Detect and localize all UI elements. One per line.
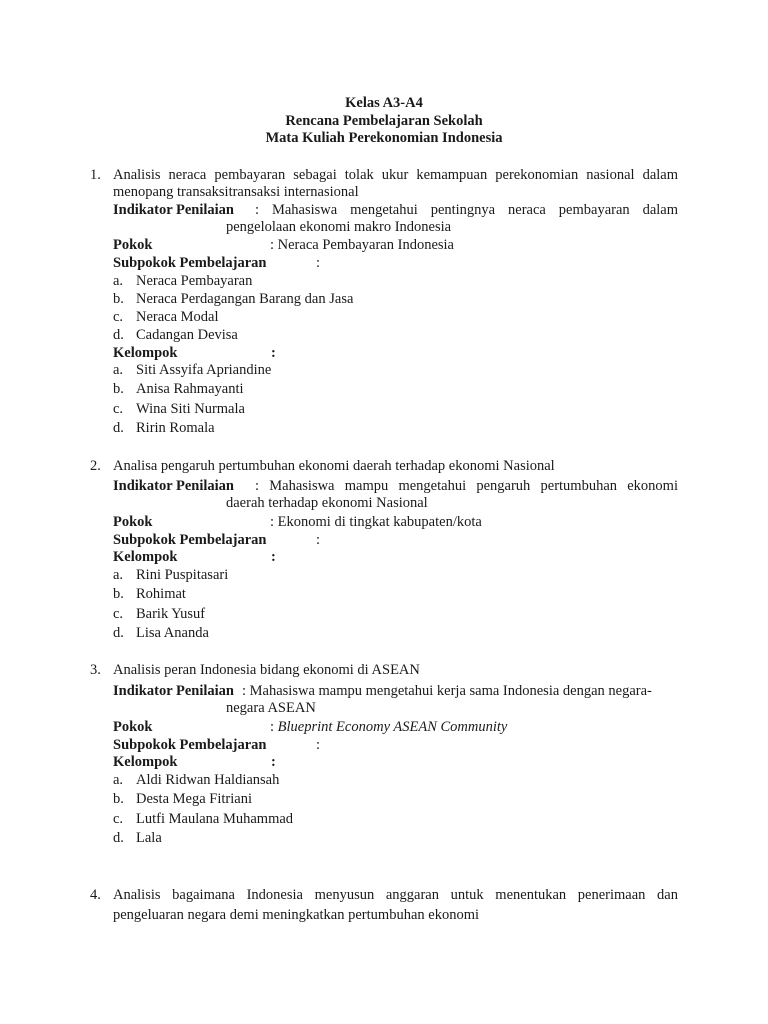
section-1-indikator-line1: : Mahasiswa mengetahui pentingnya neraca pembayaran dalam xyxy=(255,202,678,218)
section-2-indikator-line1: : Mahasiswa mampu mengetahui pengaruh pertumbuhan ekonomi xyxy=(255,478,678,494)
section-2-subpokok-colon: : xyxy=(316,532,321,548)
section-2-kelompok-member: Barik Yusuf xyxy=(136,606,206,622)
header-course-title: Mata Kuliah Perekonomian Indonesia xyxy=(265,130,503,146)
section-3-indikator-label: Indikator Penilaian xyxy=(113,683,234,699)
section-3-number: 3. xyxy=(90,662,101,678)
section-3-title-line1: Analisis peran Indonesia bidang ekonomi di ASEAN xyxy=(113,662,420,678)
section-1-pokok-label: Pokok xyxy=(113,237,153,253)
section-1-subpokok-item: Neraca Modal xyxy=(136,309,219,325)
section-3-subpokok-label: Subpokok Pembelajaran xyxy=(113,737,267,753)
section-1-number: 1. xyxy=(90,167,101,183)
section-1-subpokok-letter: a. xyxy=(113,273,124,289)
header-class: Kelas A3-A4 xyxy=(345,95,423,111)
section-1-kelompok-letter: b. xyxy=(113,381,124,397)
section-1-subpokok-label: Subpokok Pembelajaran xyxy=(113,255,267,271)
section-2-kelompok-member: Lisa Ananda xyxy=(136,625,209,641)
section-1-subpokok-item: Neraca Perdagangan Barang dan Jasa xyxy=(136,291,354,307)
section-2-number: 2. xyxy=(90,458,101,474)
section-2-indikator-line2: daerah terhadap ekonomi Nasional xyxy=(226,495,428,511)
section-3-pokok-colon: : xyxy=(270,719,278,735)
section-1-kelompok-member: Wina Siti Nurmala xyxy=(136,401,245,417)
section-2-pokok-value: : Ekonomi di tingkat kabupaten/kota xyxy=(270,514,482,530)
section-3-kelompok-member: Desta Mega Fitriani xyxy=(136,791,252,807)
section-1-kelompok-member: Anisa Rahmayanti xyxy=(136,381,244,397)
section-3-kelompok-member: Lala xyxy=(136,830,162,846)
section-3-pokok-italic: Blueprint Economy ASEAN Community xyxy=(277,719,508,735)
section-4-title-line2: pengeluaran negara demi meningkatkan pertumbuhan ekonomi xyxy=(113,907,479,923)
section-3-kelompok-letter: d. xyxy=(113,830,124,846)
section-1-title-line1: Analisis neraca pembayaran sebagai tolak ukur kemampuan perekonomian nasional dalam xyxy=(113,167,678,183)
section-2-title-line1: Analisa pengaruh pertumbuhan ekonomi daerah terhadap ekonomi Nasional xyxy=(113,458,555,474)
section-2-subpokok-label: Subpokok Pembelajaran xyxy=(113,532,267,548)
section-1-kelompok-colon: : xyxy=(271,345,276,361)
section-1-subpokok-letter: b. xyxy=(113,291,124,307)
section-4-title-line1: Analisis bagaimana Indonesia menyusun anggaran untuk menentukan penerimaan dan xyxy=(113,887,678,903)
section-1-pokok-value: : Neraca Pembayaran Indonesia xyxy=(270,237,454,253)
section-3-indikator-line2: negara ASEAN xyxy=(226,700,316,716)
section-2-pokok-label: Pokok xyxy=(113,514,153,530)
section-1-indikator-line2: pengelolaan ekonomi makro Indonesia xyxy=(226,219,452,235)
section-2-kelompok-colon: : xyxy=(271,549,276,565)
section-3-kelompok-letter: b. xyxy=(113,791,124,807)
section-2-kelompok-letter: c. xyxy=(113,606,124,622)
section-1-kelompok-member: Siti Assyifa Apriandine xyxy=(136,362,272,378)
section-1-subpokok-letter: c. xyxy=(113,309,124,325)
section-1-kelompok-letter: a. xyxy=(113,362,124,378)
section-1-subpokok-colon: : xyxy=(316,255,321,271)
section-2-kelompok-label: Kelompok xyxy=(113,549,178,565)
section-3-kelompok-colon: : xyxy=(271,754,276,770)
section-3-kelompok-member: Lutfi Maulana Muhammad xyxy=(136,811,294,827)
section-2-kelompok-letter: a. xyxy=(113,567,124,583)
section-3-pokok-label: Pokok xyxy=(113,719,153,735)
section-2-kelompok-letter: d. xyxy=(113,625,124,641)
section-4-number: 4. xyxy=(90,887,101,903)
section-1-kelompok-label: Kelompok xyxy=(113,345,178,361)
section-1-subpokok-item: Cadangan Devisa xyxy=(136,327,238,343)
section-1-subpokok-item: Neraca Pembayaran xyxy=(136,273,253,289)
section-1-subpokok-letter: d. xyxy=(113,327,124,343)
section-1-kelompok-letter: d. xyxy=(113,420,124,436)
section-3-kelompok-label: Kelompok xyxy=(113,754,178,770)
section-2-kelompok-member: Rohimat xyxy=(136,586,186,602)
section-2-kelompok-letter: b. xyxy=(113,586,124,602)
section-3-subpokok-colon: : xyxy=(316,737,321,753)
section-3-indikator-line1: : Mahasiswa mampu mengetahui kerja sama Indonesia dengan negara- xyxy=(242,683,652,699)
section-3-pokok-value xyxy=(270,719,507,736)
section-1-title-line2: menopang transaksitransaksi internasional xyxy=(113,184,359,200)
section-1-kelompok-letter: c. xyxy=(113,401,124,417)
section-1-indikator-label: Indikator Penilaian xyxy=(113,202,234,218)
section-1-kelompok-member: Ririn Romala xyxy=(136,420,215,436)
section-3-kelompok-letter: a. xyxy=(113,772,124,788)
section-3-kelompok-letter: c. xyxy=(113,811,124,827)
section-3-kelompok-member: Aldi Ridwan Haldiansah xyxy=(136,772,280,788)
header-plan-title: Rencana Pembelajaran Sekolah xyxy=(285,113,483,129)
section-2-kelompok-member: Rini Puspitasari xyxy=(136,567,229,583)
section-2-indikator-label: Indikator Penilaian xyxy=(113,478,234,494)
